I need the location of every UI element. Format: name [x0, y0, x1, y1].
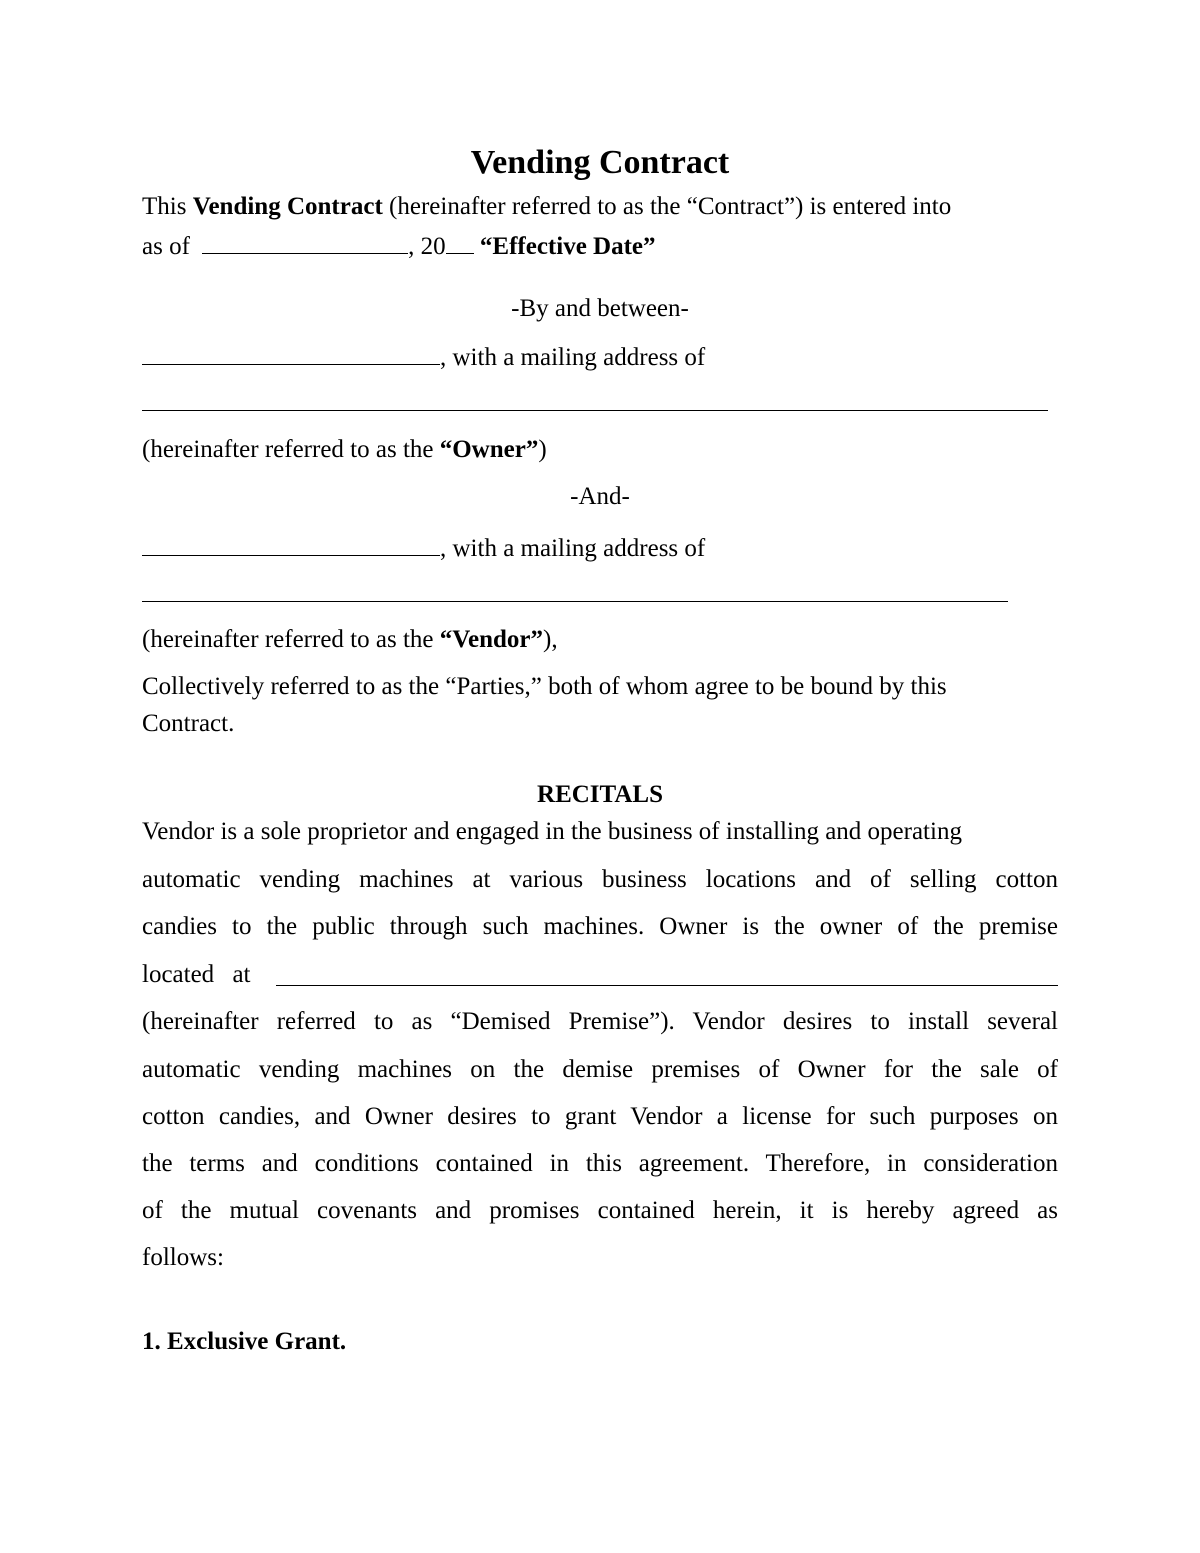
vendor-address-blank	[142, 601, 1008, 602]
year-blank-line	[446, 231, 474, 254]
vendor-ref-bold: “Vendor”	[439, 626, 543, 653]
vendor-ref-suffix: ),	[543, 626, 558, 653]
recitals-line-1: Vendor is a sole proprietor and engaged in the business of installing and operating	[142, 818, 962, 845]
recitals-line-2: automatic vending machines at various business locations and of selling cotton	[142, 866, 1058, 893]
recitals-line-3: candies to the public through such machines. Owner is the owner of the premise	[142, 913, 1058, 940]
at-word: at	[232, 961, 251, 988]
recitals-heading: RECITALS	[537, 781, 663, 808]
recitals-line-10: follows:	[142, 1244, 224, 1271]
document-title: Vending Contract	[470, 144, 730, 181]
recitals-line-6: automatic vending machines on the demise premises of Owner for the sale of	[142, 1056, 1058, 1083]
premise-location-blank	[276, 985, 1058, 986]
vendor-name-blank	[142, 533, 440, 556]
intro-this: This	[142, 193, 187, 220]
owner-name-line	[142, 342, 705, 370]
owner-reference	[142, 437, 547, 462]
recitals-line-9: of the mutual covenants and promises contained herein, it is hereby agreed as	[142, 1197, 1058, 1224]
owner-ref-suffix: )	[538, 436, 547, 463]
by-and-between: -By and between-	[511, 295, 689, 322]
vendor-mailing-text: , with a mailing address of	[440, 535, 706, 562]
vendor-name-line	[142, 533, 705, 561]
recitals-line-8: the terms and conditions contained in this agreement. Therefore, in consideration	[142, 1150, 1058, 1177]
located-word: located	[142, 961, 215, 988]
vendor-ref-prefix: (hereinafter referred to as the	[142, 626, 440, 653]
collectively-line-1: Collectively referred to as the “Parties,” both of whom agree to be bound by this	[142, 673, 947, 700]
intro-line-2	[142, 231, 656, 259]
intro-rest: (hereinafter referred to as the “Contract”) is entered into	[389, 193, 952, 220]
owner-ref-bold: “Owner”	[439, 436, 539, 463]
recitals-line-4	[142, 962, 250, 987]
owner-ref-prefix: (hereinafter referred to as the	[142, 436, 440, 463]
collectively-line-2: Contract.	[142, 710, 235, 737]
intro-as-of: as of	[142, 233, 190, 260]
vendor-reference	[142, 627, 558, 652]
intro-comma-20: , 20	[408, 233, 446, 260]
effective-date-label: “Effective Date”	[479, 233, 656, 260]
intro-contract-name: Vending Contract	[192, 193, 383, 220]
intro-line-1	[142, 194, 951, 219]
section-1-heading: 1. Exclusive Grant.	[142, 1328, 347, 1355]
date-blank-line	[202, 231, 408, 254]
owner-name-blank	[142, 342, 440, 365]
owner-address-blank	[142, 410, 1048, 411]
recitals-line-5: (hereinafter referred to as “Demised Premise”). Vendor desires to install several	[142, 1008, 1058, 1035]
owner-mailing-text: , with a mailing address of	[440, 344, 706, 371]
recitals-line-7: cotton candies, and Owner desires to grant Vendor a license for such purposes on	[142, 1103, 1058, 1130]
and-separator: -And-	[570, 483, 630, 510]
